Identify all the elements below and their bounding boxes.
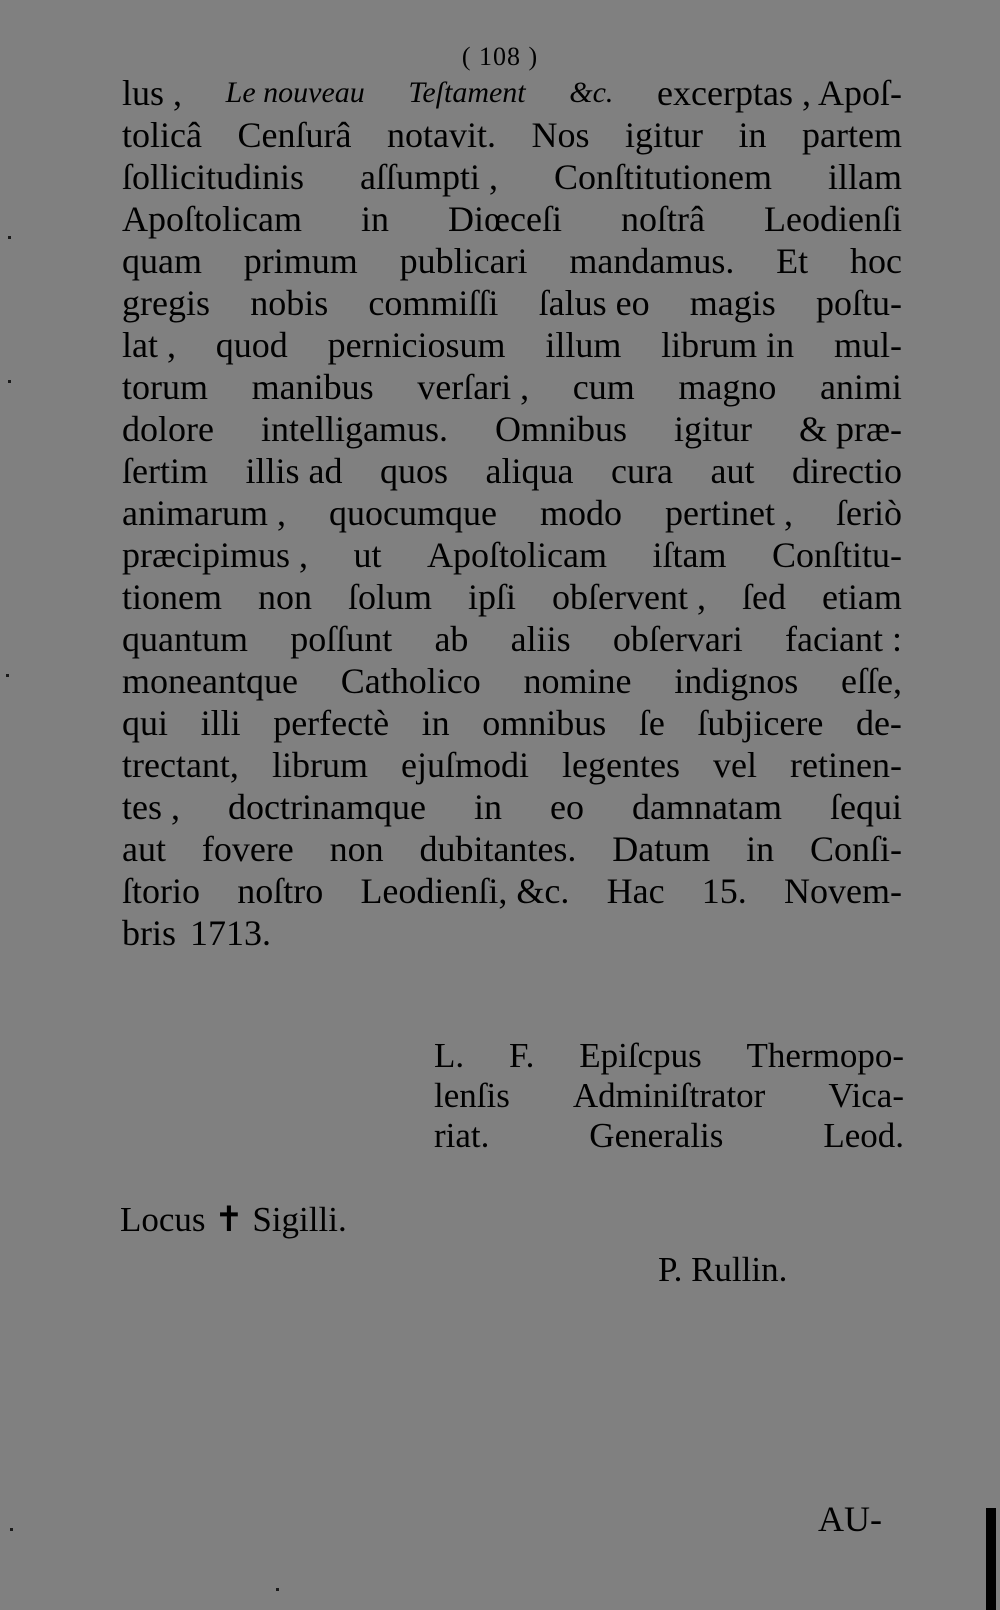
page-number: ( 108 ) [461, 42, 539, 71]
word: ſolum [347, 577, 432, 617]
text-line [434, 1116, 904, 1156]
word: directio [792, 451, 902, 491]
word: partem [802, 115, 902, 155]
text-line [122, 744, 902, 786]
margin-speck [10, 1528, 13, 1531]
word: moneantque [122, 661, 298, 701]
text-line [122, 492, 902, 534]
word: faciant : [785, 619, 902, 659]
word: Nos [531, 115, 590, 155]
text-line [122, 534, 902, 576]
word: non [257, 577, 312, 617]
word: Vica- [828, 1076, 904, 1115]
word: præcipimus , [122, 535, 308, 575]
word: ſertim [122, 451, 208, 491]
word: aut [710, 451, 755, 491]
word: illi [200, 703, 241, 743]
word: ipſi [468, 577, 517, 617]
word: Conſi- [809, 829, 902, 869]
word: ſalus eo [538, 283, 650, 323]
text-line [122, 786, 902, 828]
word: de- [855, 703, 902, 743]
word: Epiſcpus [579, 1036, 702, 1075]
word: animi [819, 367, 902, 407]
word: in [421, 703, 450, 743]
word: non [329, 829, 384, 869]
word: aliis [510, 619, 571, 659]
word: primum [243, 241, 358, 281]
word: eo [550, 787, 584, 827]
text-line [122, 366, 902, 408]
word: illis ad [245, 451, 343, 491]
word: bris [122, 913, 176, 953]
word: animarum , [122, 493, 286, 533]
word: ſe [638, 703, 665, 743]
word: lat , [122, 325, 176, 365]
word: obſervari [612, 619, 743, 659]
word: tes , [122, 787, 180, 827]
word: quantum [122, 619, 248, 659]
word: Omnibus [494, 409, 627, 449]
text-line [122, 576, 902, 618]
word: ſequi [829, 787, 902, 827]
word: tolicâ [122, 115, 202, 155]
word: &c. [569, 76, 614, 109]
word: eſſe, [841, 661, 902, 701]
word: cura [611, 451, 673, 491]
word: in [746, 829, 775, 869]
word: perfectè [273, 703, 390, 743]
word: iſtam [652, 535, 727, 575]
word: Hac [606, 871, 665, 911]
word: in [360, 199, 389, 239]
word: Catholico [340, 661, 481, 701]
word: ut [353, 535, 382, 575]
word: fovere [201, 829, 294, 869]
word: Datum [612, 829, 711, 869]
secretary-signature: P. Rullin. [658, 1250, 788, 1289]
margin-speck [276, 1588, 279, 1591]
word: tionem [122, 577, 222, 617]
word: mul- [833, 325, 902, 365]
word: aſſumpti , [360, 157, 498, 197]
text-line [122, 702, 902, 744]
word: pertinet , [665, 493, 793, 533]
text-line [122, 240, 902, 282]
word: damnatam [632, 787, 782, 827]
word: cum [572, 367, 635, 407]
word: quod [215, 325, 288, 365]
text-line [122, 72, 902, 114]
word: in [738, 115, 767, 155]
word: mandamus. [569, 241, 735, 281]
word: librum in [661, 325, 795, 365]
word: Teſtament [408, 76, 526, 109]
text-line [122, 114, 902, 156]
text-line [122, 450, 902, 492]
word: illum [545, 325, 622, 365]
word: obſervent , [552, 577, 706, 617]
word: publicari [399, 241, 528, 281]
word: Conſtitu- [771, 535, 902, 575]
word: igitur [625, 115, 703, 155]
word: librum [271, 745, 368, 785]
word: Adminiſtrator [572, 1076, 766, 1115]
word: modo [539, 493, 622, 533]
word: poſtu- [816, 283, 902, 323]
word: verſari , [417, 367, 530, 407]
word: aliqua [485, 451, 574, 491]
word: & præ- [798, 409, 902, 449]
body-text [122, 72, 902, 954]
word: retinen- [790, 745, 902, 785]
word: legentes [562, 745, 680, 785]
word: omnibus [482, 703, 607, 743]
word: vel [713, 745, 757, 785]
text-line [122, 618, 902, 660]
catchword: AU- [818, 1499, 882, 1539]
word: L. [434, 1036, 465, 1075]
word: quos [380, 451, 449, 491]
text-line [122, 324, 902, 366]
text-line [434, 1036, 904, 1076]
locus-sigilli: Locus ✝ Sigilli. [120, 1200, 347, 1239]
page-edge-bar [986, 1508, 996, 1610]
text-line [122, 912, 902, 954]
word: Thermopo- [746, 1036, 904, 1075]
word: magno [678, 367, 777, 407]
word: commiſſi [368, 283, 499, 323]
word: noſtro [237, 871, 324, 911]
word: notavit. [386, 115, 496, 155]
text-line [122, 660, 902, 702]
word: noſtrâ [621, 199, 705, 239]
word: poſſunt [290, 619, 393, 659]
word: Novem- [784, 871, 902, 911]
text-line [122, 870, 902, 912]
signature-block [434, 1036, 904, 1156]
word: trectant, [122, 745, 239, 785]
word: lenſis [434, 1076, 510, 1115]
word: dubitantes. [419, 829, 577, 869]
word: ejuſmodi [401, 745, 529, 785]
text-line [122, 828, 902, 870]
margin-speck [8, 236, 11, 239]
word: illam [827, 157, 902, 197]
word: dolore [122, 409, 214, 449]
word: F. [508, 1036, 535, 1075]
margin-speck [8, 380, 11, 383]
word: magis [689, 283, 776, 323]
word: hoc [849, 241, 902, 281]
word: igitur [673, 409, 752, 449]
word: indignos [674, 661, 799, 701]
word: ſubjicere [697, 703, 824, 743]
word: Conſtitutionem [553, 157, 772, 197]
word: torum [122, 367, 208, 407]
word: ab [434, 619, 469, 659]
word: qui [122, 703, 169, 743]
word: quam [122, 241, 202, 281]
text-line [122, 156, 902, 198]
word: ſtorio [122, 871, 200, 911]
word: in [473, 787, 502, 827]
word: quocumque [328, 493, 497, 533]
text-line [122, 408, 902, 450]
word: aut [122, 829, 166, 869]
word: ſed [741, 577, 786, 617]
margin-speck [6, 674, 9, 677]
word: manibus [251, 367, 374, 407]
word: intelligamus. [260, 409, 448, 449]
word: nomine [523, 661, 632, 701]
word: Generalis [589, 1116, 724, 1155]
word: ſollicitudinis [122, 157, 305, 197]
word: riat. [434, 1116, 490, 1155]
word: Cenſurâ [237, 115, 352, 155]
word: 1713. [190, 913, 271, 953]
word: perniciosum [327, 325, 506, 365]
word: Et [776, 241, 809, 281]
word: Apoſtolicam [122, 199, 302, 239]
text-line [122, 198, 902, 240]
word: 15. [701, 871, 747, 911]
word: Apoſtolicam [427, 535, 607, 575]
word: etiam [821, 577, 902, 617]
text-line [122, 282, 902, 324]
word: Diœceſi [448, 199, 562, 239]
word: gregis [122, 283, 210, 323]
word: lus , [122, 73, 183, 113]
word: Leodienſi, &c. [360, 871, 570, 911]
word: Leod. [823, 1116, 904, 1155]
word: doctrinamque [228, 787, 426, 827]
word: Leodienſi [764, 199, 902, 239]
word: ſeriò [836, 493, 902, 533]
word: excerptas , Apoſ- [657, 73, 902, 113]
text-line [434, 1076, 904, 1116]
word: nobis [250, 283, 329, 323]
word: Le nouveau [225, 76, 365, 109]
